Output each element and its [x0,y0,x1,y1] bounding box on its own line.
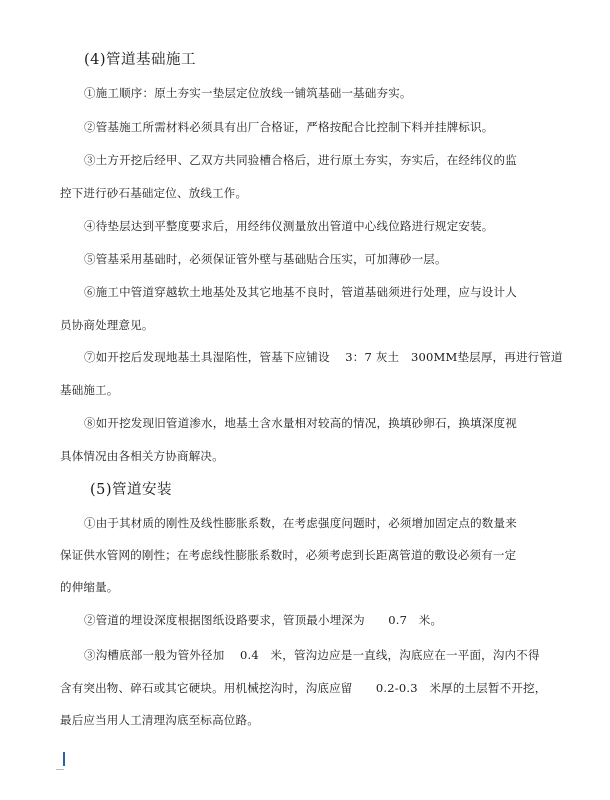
section-5-line-2: 保证供水管网的刚性；在考虑线性膨胀系数时，必须考虑到长距离管道的敷设必须有一定 [60,548,517,562]
section-5-line-3: 的伸缩量。 [60,580,119,594]
section-4-line-1: ①施工顺序：原土夯实一垫层定位放线一铺筑基础一基础夯实。 [84,86,412,100]
section-4-line-2: ②管基施工所需材料必须具有出厂合格证，严格按配合比控制下料并挂牌标识。 [84,120,494,134]
section-4-line-7: ⑥施工中管道穿越软土地基处及其它地基不良时，管道基础须进行处理，应与设计人 [84,285,517,299]
section-5-line-7: 最后应当用人工清理沟底至标高位路。 [60,713,259,727]
section-4-line-8: 员协商处理意见。 [60,318,154,332]
section-4-line-9: ⑦如开挖后发现地基土具湿陷性，管基下应铺设 3：7 灰土 300MM垫层厚，再进行管道 [84,350,563,364]
section-4-line-4: 控下进行砂石基础定位、放线工作。 [60,186,248,200]
section-4-line-3: ③土方开挖后经甲、乙双方共同验槽合格后，进行原土夯实，夯实后，在经纬仪的监 [84,153,517,167]
section-5-line-4: ②管道的埋设深度根据图纸设路要求，管顶最小埋深为 0.7 米。 [84,613,443,627]
section-4-line-11: ⑧如开挖发现旧管道渗水，地基土含水量相对较高的情况，换填砂卵石，换填深度视 [84,416,517,430]
section-4-line-10: 基础施工。 [60,383,119,397]
section-5-line-5: ③沟槽底部一般为管外径加 0.4 米，管沟边应是一直线，沟底应在一平面，沟内不得 [84,648,540,662]
section-5-line-1: ①由于其材质的刚性及线性膨胀系数，在考虑强度问题时，必须增加固定点的数量来 [84,516,517,530]
section-5-line-6: 含有突出物、碎石或其它硬块。用机械挖沟时，沟底应留 0.2-0.3 米厚的土层暂不开挖， [60,681,547,695]
section-4-line-5: ④待垫层达到平整度要求后，用经纬仪测量放出管道中心线位路进行规定安装。 [84,219,494,233]
section-5-heading: (5)管道安装 [90,482,173,498]
section-4-line-12: 具体情况由各相关方协商解决。 [60,449,224,463]
section-4-line-6: ⑤管基采用基础时，必须保证管外壁与基础贴合压实，可加薄砂一层。 [84,252,447,266]
page-margin-mark [56,769,64,770]
text-cursor [63,752,65,766]
section-4-heading: (4)管道基础施工 [84,52,197,68]
